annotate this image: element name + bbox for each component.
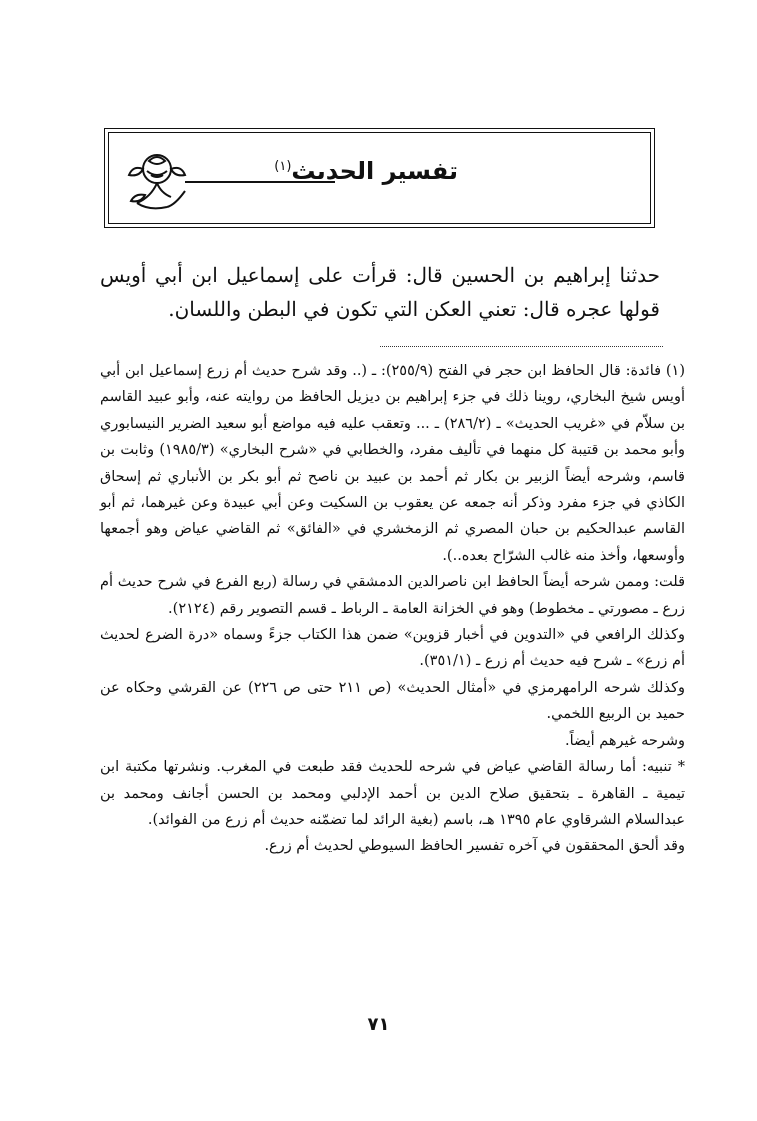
footnote-number: (١)	[665, 363, 686, 379]
footnote-reference: (١)	[274, 159, 292, 174]
main-paragraph: حدثنا إبراهيم بن الحسين قال: قرأت على إسماعيل ابن أبي أويس قولها عجره قال: تعني العكن التي تكون في البطن واللسان.	[100, 263, 660, 321]
page-number: ٧١	[367, 1014, 390, 1035]
footnote-divider	[380, 346, 663, 347]
footnote-paragraph	[100, 358, 685, 569]
header-decorative-line	[185, 181, 335, 183]
chapter-header-frame	[104, 128, 655, 228]
footnote-paragraph: قلت: وممن شرحه أيضاً الحافظ ابن ناصرالدين الدمشقي في رسالة (ربع الفرع في شرح حديث أم زرع ـ مصورتي ـ مخطوط) وهو في الخزانة العامة ـ الرباط ـ قسم التصوير رقم (٢١٢٤).	[100, 574, 685, 617]
footnote-paragraph: وقد ألحق المحققون في آخره تفسير الحافظ السيوطي لحديث أم زرع.	[264, 838, 685, 855]
footnotes	[100, 358, 685, 860]
footnote-text: فائدة: قال الحافظ ابن حجر في الفتح (٢٥٥/٩): ـ (.. وقد شرح حديث أم زرع إسماعيل ابن أبي أويس شيخ البخاري، روينا ذلك في جزء إبراهيم بن ديزيل الحافظ من روايته عنه، وأبو عبيد القاسم بن سلاّم في «غريب الحديث» ـ (٢٨٦/٢) ـ ... وتعقب عليه فيه مواضع أبو سعيد الضرير النيسابوري وأبو محمد بن قتيبة كل منهما في تأليف مفرد، والخطابي في «شرح البخاري» (١٩٨٥/٣) وثابت بن قاسم، وشرحه أيضاً الزبير بن بكار ثم أحمد بن عبيد بن ناصح ثم أبو بكر بن الأنباري ثم إسحاق الكاذي في جزء مفرد وذكر أنه جمعه عن يعقوب بن السكيت وعن أبي عبيدة وعن غيرهما، ثم أبو القاسم عبدالحكيم بن حبان المصري ثم الزمخشري في «الفائق» ثم القاضي عياض وهو أجمعها وأوسعها، وأخذ منه غالب الشرّاح بعده..).	[100, 363, 685, 564]
rose-ornament-icon	[117, 139, 189, 217]
footnote-paragraph: وكذلك شرحه الرامهرمزي في «أمثال الحديث» (ص ٢١١ حتى ص ٢٢٦) عن القرشي وحكاه عن حميد بن الربيع اللخمي.	[100, 679, 685, 723]
chapter-title-text: تفسير الحديث	[291, 157, 458, 185]
footnote-paragraph: * تنبيه: أما رسالة القاضي عياض في شرحه للحديث فقد طبعت في المغرب. ونشرتها مكتبة ابن تيمية ـ القاهرة ـ بتحقيق صلاح الدين بن أحمد الإدلبي ومحمد بن الحسن أجانف ومحمد بن عبدالسلام الشرقاوي عام ١٣٩٥ هـ، باسم (بغية الرائد لما تضمّنه حديث أم زرع من الفوائد).	[100, 759, 685, 828]
main-text	[100, 258, 660, 326]
chapter-title	[274, 157, 458, 185]
footnote-paragraph: وشرحه غيرهم أيضاً.	[564, 732, 685, 749]
footnote-paragraph: وكذلك الرافعي في «التدوين في أخبار قزوين» ضمن هذا الكتاب جزءً وسماه «درة الضرع لحديث أم زرع» ـ شرح فيه حديث أم زرع ـ (٣٥١/١).	[100, 627, 685, 670]
